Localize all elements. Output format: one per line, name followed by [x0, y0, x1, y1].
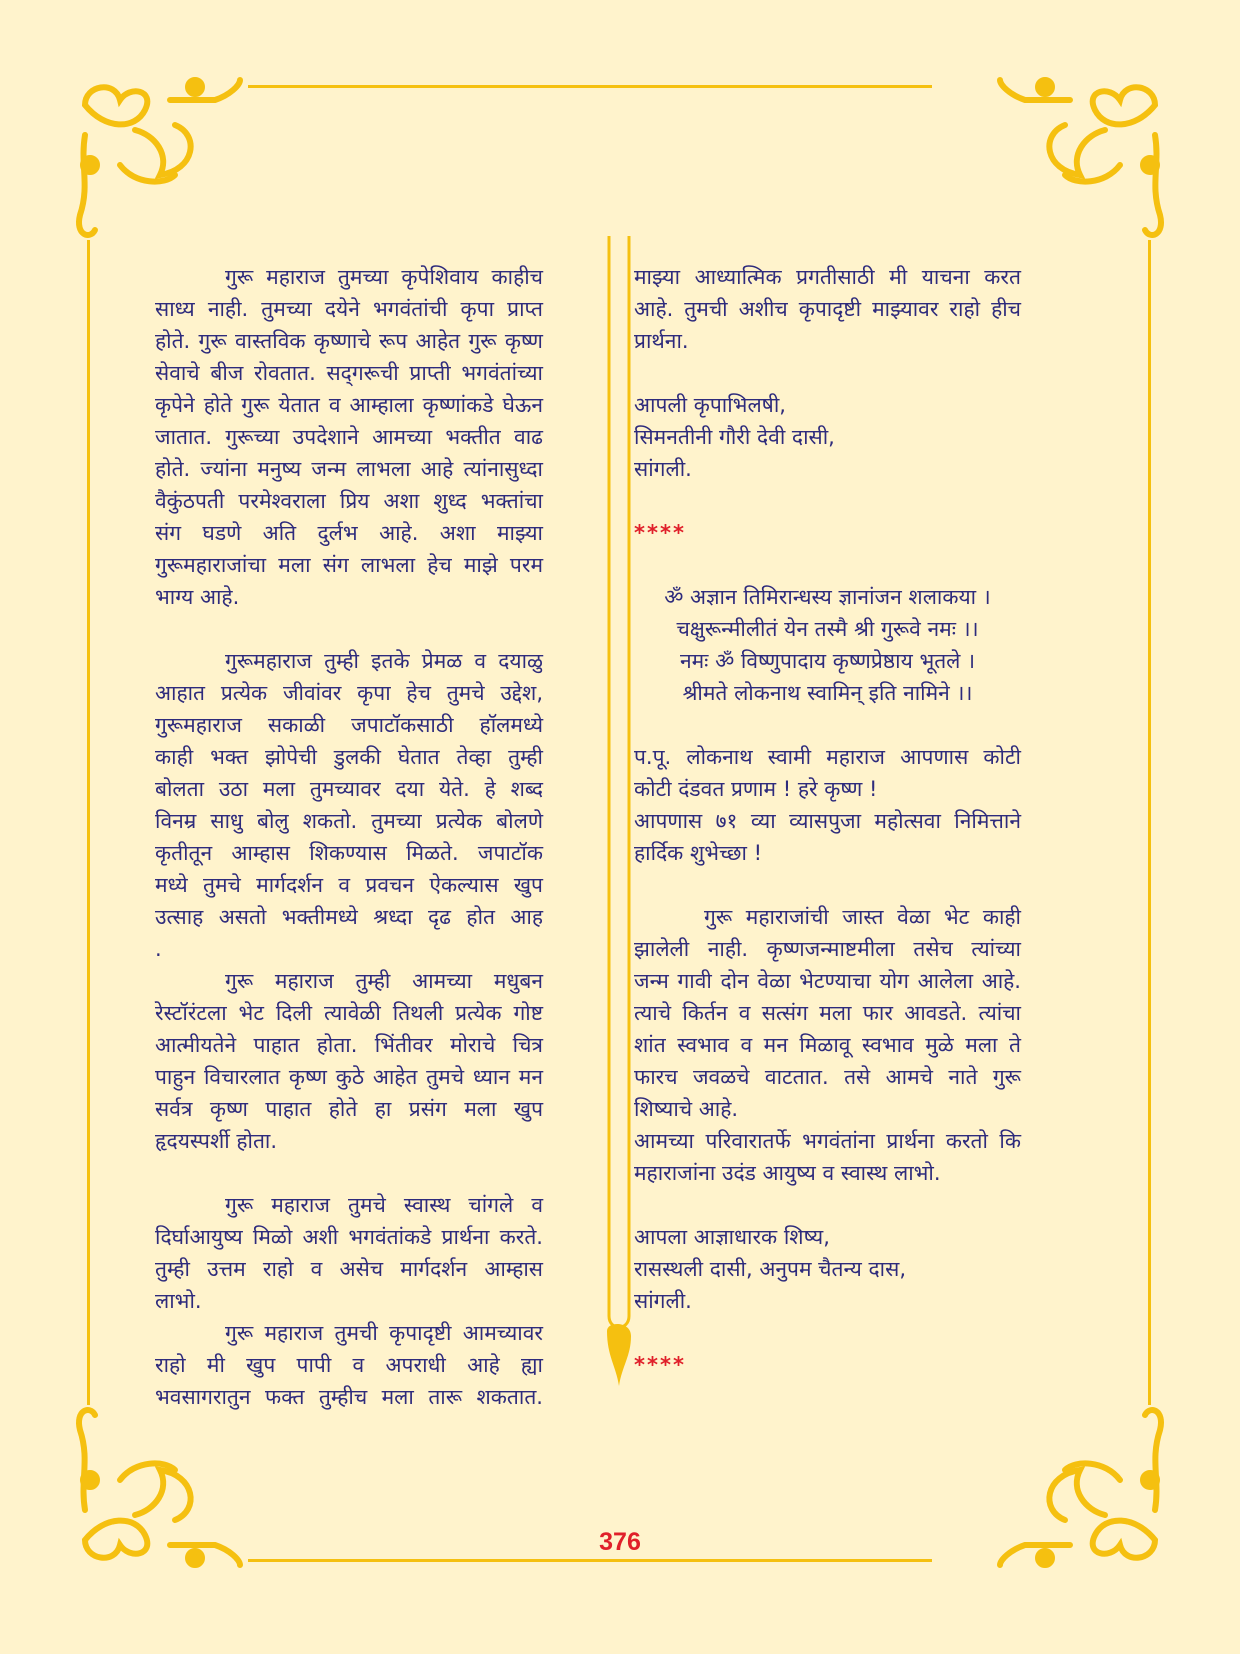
blank-line: [634, 1189, 1021, 1221]
text-line: झालेली नाही. कृष्णजन्माष्टमीला तसेच त्यांच्या: [634, 937, 1021, 961]
text-line: त्याचे किर्तन व सत्संग मला फार आवडते. त्यांचा: [634, 1001, 1021, 1025]
text-line: लाभो.: [155, 1289, 202, 1313]
text-line: भाग्य आहे.: [155, 585, 240, 609]
left-column: [155, 261, 543, 1413]
right-column: [634, 261, 1021, 1381]
text-line: आहात प्रत्येक जीवांवर कृपा हेच तुमचे उद्देश,: [155, 681, 543, 705]
top-border-line: [248, 85, 932, 88]
text-line: पाहुन विचारलात कृष्ण कुठे आहेत तुमचे ध्यान मन: [155, 1065, 543, 1089]
text-line: हार्दिक शुभेच्छा !: [634, 841, 763, 865]
bottom-border-line: [248, 1559, 932, 1562]
text-line: होते. गुरू वास्तविक कृष्णाचे रूप आहेत गुरू कृष्ण: [155, 329, 543, 353]
text-line: दिर्घाआयुष्य मिळो अशी भगवंतांकडे प्रार्थना करते.: [155, 1225, 543, 1249]
blank-line: [155, 613, 543, 645]
left-border-line: [87, 240, 90, 1405]
text-line: प्रार्थना.: [634, 329, 689, 353]
signature-line: आपली कृपाभिलषी,: [634, 393, 786, 417]
text-line: शांत स्वभाव व मन मिळावू स्वभाव मुळे मला ते: [634, 1033, 1021, 1057]
verse-line: नमः ॐ विष्णुपादाय कृष्णप्रेष्ठाय भूतले ।: [679, 649, 976, 673]
corner-ornament-top-left: [75, 75, 250, 245]
text-line: सेवाचे बीज रोवतात. सद्‌गरूची प्राप्ती भगवंतांच्या: [155, 361, 543, 385]
blank-line: [155, 1157, 543, 1189]
text-line: सर्वत्र कृष्ण पाहात होते हा प्रसंग मला खुप: [155, 1097, 543, 1121]
blank-line: [634, 549, 1021, 581]
text-line: मध्ये तुमचे मार्गदर्शन व प्रवचन ऐकल्यास खुप: [155, 873, 543, 897]
signature-line: सिमनतीनी गौरी देवी दासी,: [634, 425, 835, 449]
text-line: माझ्या आध्यात्मिक प्रगतीसाठी मी याचना करत: [634, 265, 1021, 289]
blank-line: [634, 485, 1021, 517]
text-line: वैकुंठपती परमेश्वराला प्रिय अशा शुध्द भक्तांचा: [155, 489, 543, 513]
text-line: गुरू महाराजांची जास्त वेळा भेट काही: [704, 905, 1021, 929]
text-line: आत्मीयतेने पाहात होता. भिंतीवर मोराचे चित्र: [155, 1033, 543, 1057]
text-line: संग घडणे अति दुर्लभ आहे. अशा माझ्या: [155, 521, 543, 545]
text-line: महाराजांना उदंड आयुष्य व स्वास्थ लाभो.: [634, 1161, 941, 1185]
text-line: राहो मी खुप पापी व अपराधी आहे ह्या: [155, 1353, 543, 1377]
blank-line: [634, 357, 1021, 389]
text-line: .: [155, 937, 162, 961]
text-line: गुरूमहाराजांचा मला संग लाभला हेच माझे परम: [155, 553, 543, 577]
text-line: बोलता उठा मला तुमच्यावर दया येते. हे शब्द: [155, 777, 543, 801]
text-line: शिष्याचे आहे.: [634, 1097, 739, 1121]
text-line: कोटी दंडवत प्रणाम ! हरे कृष्ण !: [634, 777, 878, 801]
signature-line: सांगली.: [634, 457, 692, 481]
text-line: आमच्या परिवारातर्फे भगवंतांना प्रार्थना करतो कि: [634, 1129, 1021, 1153]
text-line: विनम्र साधु बोलु शकतो. तुमच्या प्रत्येक बोलणे: [155, 809, 543, 833]
signature-line: रासस्थली दासी, अनुपम चैतन्य दास,: [634, 1257, 906, 1281]
text-line: गुरू महाराज तुमच्या कृपेशिवाय काहीच: [225, 265, 543, 289]
page-number: 376: [599, 1528, 641, 1556]
separator-stars: ****: [634, 1353, 686, 1377]
blank-line: [634, 709, 1021, 741]
right-border-line: [1148, 240, 1151, 1405]
text-line: गुरूमहाराज सकाळी जपाटॉकसाठी हॉलमध्ये: [155, 713, 543, 737]
text-line: कृपेने होते गुरू येतात व आम्हाला कृष्णांकडे घेऊन: [155, 393, 543, 417]
text-line: गुरूमहाराज तुम्ही इतके प्रेमळ व दयाळु: [225, 649, 543, 673]
text-line: उत्साह असतो भक्तीमध्ये श्रध्दा दृढ होत आह: [155, 905, 543, 929]
separator-stars: ****: [634, 521, 686, 545]
text-line: काही भक्त झोपेची डुलकी घेतात तेव्हा तुम्ही: [155, 745, 543, 769]
text-line: गुरू महाराज तुमचे स्वास्थ चांगले व: [225, 1193, 543, 1217]
text-line: हृदयस्पर्शी होता.: [155, 1129, 278, 1153]
text-line: साध्य नाही. तुमच्या दयेने भगवंतांची कृपा प्राप्त: [155, 297, 543, 321]
text-line: प.पू. लोकनाथ स्वामी महाराज आपणास कोटी: [634, 745, 1021, 769]
text-line: होते. ज्यांना मनुष्य जन्म लाभला आहे त्यांनासुध्दा: [155, 457, 543, 481]
column-divider: [604, 236, 634, 1456]
text-line: फारच जवळचे वाटतात. तसे आमचे नाते गुरू: [634, 1065, 1021, 1089]
text-line: भवसागरातुन फक्त तुम्हीच मला तारू शकतात.: [155, 1385, 543, 1409]
text-line: गुरू महाराज तुम्ही आमच्या मधुबन: [225, 969, 543, 993]
text-line: रेस्टॉरंटला भेट दिली त्यावेळी तिथली प्रत्येक गोष्ट: [155, 1001, 543, 1025]
signature-line: आपला आज्ञाधारक शिष्य,: [634, 1225, 830, 1249]
blank-line: [634, 869, 1021, 901]
text-line: आहे. तुमची अशीच कृपादृष्टी माझ्यावर राहो हीच: [634, 297, 1021, 321]
corner-ornament-top-right: [990, 75, 1165, 245]
verse-line: ॐ अज्ञान तिमिरान्धस्य ज्ञानांजन शलाकया ।: [664, 585, 991, 609]
signature-line: सांगली.: [634, 1289, 692, 1313]
text-line: जन्म गावी दोन वेळा भेटण्याचा योग आलेला आहे.: [634, 969, 1021, 993]
verse-line: चक्षुरून्मीलीतं येन तस्मै श्री गुरूवे नमः ।।: [676, 617, 979, 641]
blank-line: [634, 1317, 1021, 1349]
text-line: आपणास ७१ व्या व्यासपुजा महोत्सवा निमित्ताने: [634, 809, 1021, 833]
text-line: गुरू महाराज तुमची कृपादृष्टी आमच्यावर: [225, 1321, 543, 1345]
text-line: जातात. गुरूच्या उपदेशाने आमच्या भक्तीत वाढ: [155, 425, 543, 449]
text-line: कृतीतून आम्हास शिकण्यास मिळते. जपाटॉक: [155, 841, 543, 865]
verse-line: श्रीमते लोकनाथ स्वामिन् इति नामिने ।।: [682, 681, 973, 705]
text-line: तुम्ही उत्तम राहो व असेच मार्गदर्शन आम्हास: [155, 1257, 543, 1281]
